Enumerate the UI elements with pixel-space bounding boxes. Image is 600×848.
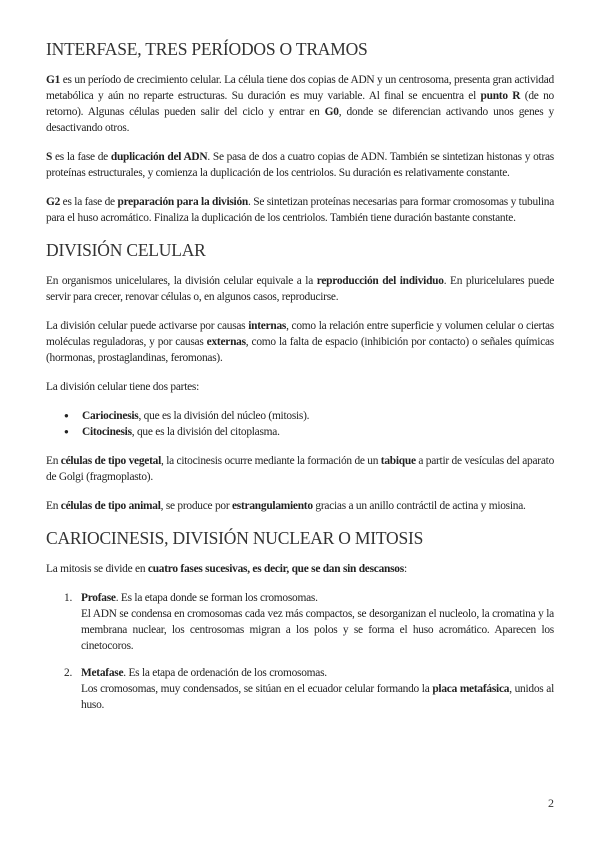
mitosis-phases-list [46,590,554,713]
paragraph-division-4: En células de tipo vegetal, la citocinesis ocurre mediante la formación de un tabique a partir de vesículas del aparato de Golgi (fragmoplasto). [46,455,555,483]
list-item: 1. Profase. Es la etapa donde se forman los cromosomas. El ADN se condensa en cromosomas cada vez más compactos, se desorganizan el nucleolo, la cromatina y la membrana nuclear, los centrosomas migran a los polos y se forma el huso acromático. Aparecen los cinetocoros. [64,592,554,652]
heading-division-celular: DIVISIÓN CELULAR [46,240,206,260]
paragraph-division-1: En organismos unicelulares, la división celular equivale a la reproducción del individuo. En pluricelulares puede servir para crecer, renovar células o, en algunos casos, reproducirse. [46,275,555,303]
paragraph-division-3: La división celular tiene dos partes: [46,381,200,393]
paragraph-g1: G1 es un período de crecimiento celular. La célula tiene dos copias de ADN y un centrosoma, presenta gran actividad metabólica y aún no reparte estructuras. Su duración es muy variable. Al final se encuentra el punto R (de no retorno). Algunas células pueden salir del ciclo y entrar en G0, donde se diferencian activando unos genes y desactivando otros. [46,74,555,134]
paragraph-division-2: La división celular puede activarse por causas internas, como la relación entre superficie y volumen celular o ciertas moléculas reguladoras, y por causas externas, como la falta de espacio (inhibición por contacto) o señales químicas (hormonas, prostaglandinas, feromonas). [46,320,554,364]
paragraph-division-5: En células de tipo animal, se produce por estrangulamiento gracias a un anillo contráctil de actina y miosina. [46,500,526,512]
paragraph-g2: G2 es la fase de preparación para la división. Se sintetizan proteínas necesarias para formar cromosomas y tubulina para el huso acromático. Finaliza la duplicación de los centriolos. También tiene duración bastante constante. [46,196,554,224]
list-item: ● Citocinesis, que es la división del citoplasma. [64,424,554,440]
division-parts-list [46,408,554,440]
list-item: 2. Metafase. Es la etapa de ordenación de los cromosomas. Los cromosomas, muy condensados, se sitúan en el ecuador celular formando la placa metafásica, unidos al huso. [64,667,554,711]
paragraph-s: S es la fase de duplicación del ADN. Se pasa de dos a cuatro copias de ADN. También se sintetizan histonas y otras proteínas estructurales, y comienza la duplicación de los centriolos. Su duración es relativamente constante. [46,151,554,179]
heading-interfase: INTERFASE, TRES PERÍODOS O TRAMOS [46,39,368,59]
list-item: ● Cariocinesis, que es la división del núcleo (mitosis). [64,408,554,424]
heading-mitosis: CARIOCINESIS, DIVISIÓN NUCLEAR O MITOSIS [46,528,424,548]
page-content [46,38,554,726]
paragraph-mitosis-intro: La mitosis se divide en cuatro fases sucesivas, es decir, que se dan sin descansos: [46,563,407,575]
page-number: 2 [548,796,554,810]
